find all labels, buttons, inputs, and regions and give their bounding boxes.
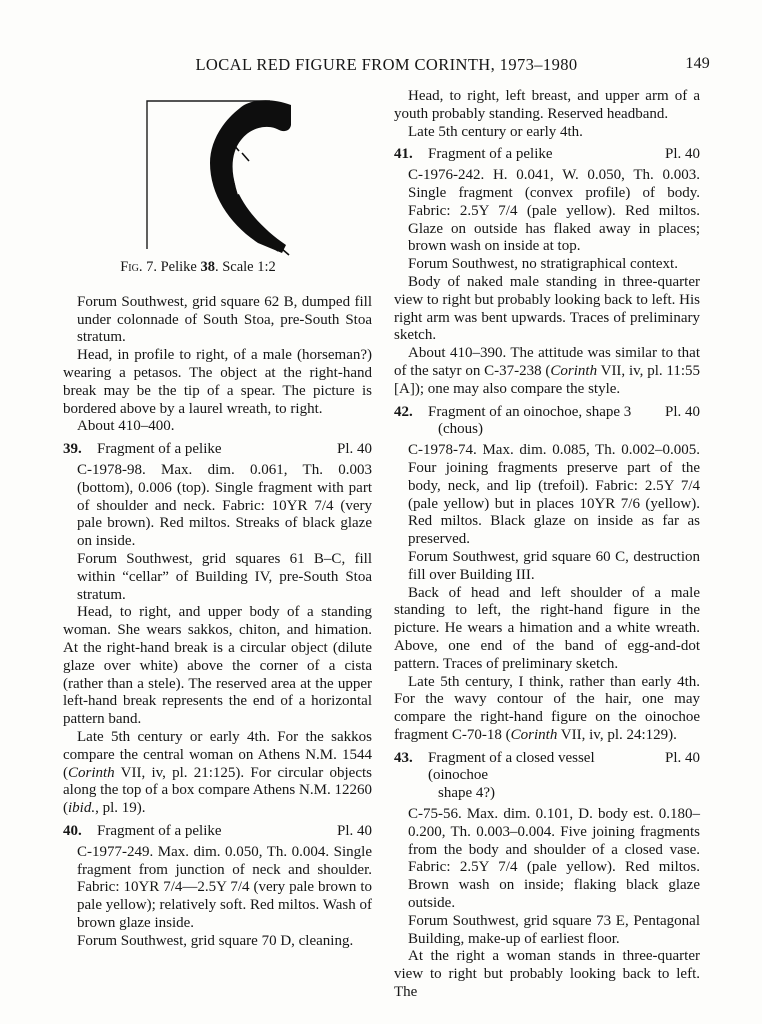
entry-41-findspot: Forum Southwest, no stratigraphical context. bbox=[408, 256, 678, 273]
entry-39-plate-ref: Pl. 40 bbox=[336, 441, 372, 458]
entry-42-plate-ref: Pl. 40 bbox=[664, 403, 700, 420]
entry-40-findspot: Forum Southwest, grid square 70 D, cleaning. bbox=[77, 932, 354, 949]
running-head bbox=[63, 55, 710, 75]
entry-43-findspot: Forum Southwest, grid square 73 E, Pentagonal Building, make-up of earliest floor. bbox=[408, 912, 700, 947]
entry-40-plate-ref: Pl. 40 bbox=[336, 822, 372, 839]
entry-41-title: Fragment of a pelike bbox=[428, 146, 553, 163]
left-column bbox=[63, 88, 372, 950]
entry-41-date: About 410–390. The attitude was similar to that of the satyr on C-37-238 (Corinth VII, iv, pl. 11:55 [A]); one may also compare the style. bbox=[394, 345, 701, 397]
entry-40-number: 40. bbox=[63, 822, 82, 839]
entry-42-description: Back of head and left shoulder of a male standing to left, the right-hand figure in the picture. He wears a himation and a white wreath. Above, one end of the band of egg-and-dot pattern. Traces of preliminary sketch. bbox=[394, 584, 700, 672]
entry-41-description: Body of naked male standing in three-quarter view to right but probably looking back to left. His right arm was bent upwards. Traces of preliminary sketch. bbox=[394, 273, 700, 344]
entry-41-technical: C-1976-242. H. 0.041, W. 0.050, Th. 0.003. Single fragment (convex profile) of body. Fabric: 2.5Y 7/4 (pale yellow). Red miltos. Glaze on outside has flaked away in places; brown wash on inside at top. bbox=[408, 167, 700, 255]
entry-40-technical: C-1977-249. Max. dim. 0.050, Th. 0.004. Single fragment from junction of neck and shoulder. Fabric: 10YR 7/4—2.5Y 7/4 (very pale brown to pale yellow); relatively soft. Red miltos. Wash of brown glaze inside. bbox=[77, 843, 372, 931]
entry-39-heading bbox=[63, 441, 372, 459]
entry-39-description: Head, to right, and upper body of a standing woman. She wears sakkos, chiton, and himation. At the right-hand break is a circular object (dilute glaze over white) above the corner of a cista (rather than a stele). The reserved area at the upper left-hand break represents the end of a horizontal pattern band. bbox=[63, 604, 372, 728]
entry-39-date: Late 5th century or early 4th. For the sakkos compare the central woman on Athens N.M. 1544 (Corinth VII, iv, pl. 21:125). For circular objects along the top of a box compare Athens N.M. 12260 (ibid., pl. 19). bbox=[63, 728, 372, 817]
entry-43-title: Fragment of a closed vessel (oinochoe bbox=[428, 749, 595, 784]
entry-42-technical: C-1978-74. Max. dim. 0.085, Th. 0.002–0.005. Four joining fragments preserve part of the body, neck, and lip (trefoil). Fabric: 2.5Y 7/4 (pale yellow) but in places 10YR 7/6 (yellow). Red miltos. Black glaze on inside as far as preserved. bbox=[408, 442, 700, 548]
entry-39-title: Fragment of a pelike bbox=[97, 441, 222, 458]
entry-38-date: About 410–400. bbox=[77, 418, 175, 435]
entry-38-findspot: Forum Southwest, grid square 62 B, dumped fill under colonnade of South Stoa, pre-South Stoa stratum. bbox=[77, 293, 372, 346]
figure-7-caption: Fig. 7. Pelike 38. Scale 1:2 bbox=[120, 259, 276, 275]
entry-42-findspot: Forum Southwest, grid square 60 C, destruction fill over Building III. bbox=[408, 548, 700, 583]
entry-42-title-line2: (chous) bbox=[438, 421, 483, 438]
entry-38-description: Head, in profile to right, of a male (horseman?) wearing a petasos. The object at the right-hand break may be the tip of a spear. The picture is bordered above by a laurel wreath, to right. bbox=[63, 347, 372, 417]
entry-42-title: Fragment of an oinochoe, shape 3 bbox=[428, 403, 632, 420]
figure-7-block bbox=[63, 99, 372, 277]
entry-42-date: Late 5th century, I think, rather than early 4th. For the wavy contour of the hair, one may compare the right-hand figure on the oinochoe fragment C-70-18 (Corinth VII, iv, pl. 24:129). bbox=[394, 673, 700, 743]
entry-40-heading bbox=[63, 823, 372, 841]
running-head-title: LOCAL RED FIGURE FROM CORINTH, 1973–1980 bbox=[195, 55, 578, 74]
entry-39-technical: C-1978-98. Max. dim. 0.061, Th. 0.003 (bottom), 0.006 (top). Single fragment with part of shoulder and neck. Fabric: 10YR 7/4 (very pale brown). Red miltos. Streaks of black glaze on inside. bbox=[77, 461, 372, 550]
entry-40-date: Late 5th century or early 4th. bbox=[408, 123, 583, 140]
entry-40-title: Fragment of a pelike bbox=[97, 822, 222, 839]
page-number: 149 bbox=[685, 55, 710, 72]
entry-41-plate-ref: Pl. 40 bbox=[664, 146, 700, 163]
entry-43-technical: C-75-56. Max. dim. 0.101, D. body est. 0.180–0.200, Th. 0.003–0.004. Five joining fragments from the body and shoulder of a closed vase. Fabric: 2.5Y 7/4 (pale yellow). Red miltos. Brown wash on inside; flaking black glaze outside. bbox=[408, 806, 700, 912]
entry-43-description: At the right a woman stands in three-quarter view to right but probably looking back to left. The bbox=[394, 948, 700, 1001]
text-columns bbox=[63, 88, 700, 1002]
entry-43-number: 43. bbox=[394, 749, 413, 766]
entry-43-title-line2: shape 4?) bbox=[438, 785, 496, 802]
entry-39-number: 39. bbox=[63, 441, 82, 458]
entry-42-heading bbox=[394, 404, 700, 440]
entry-43-heading bbox=[394, 750, 700, 803]
entry-41-heading bbox=[394, 146, 700, 164]
entry-39-findspot: Forum Southwest, grid squares 61 B–C, fill within “cellar” of Building IV, pre-South Stoa stratum. bbox=[77, 550, 372, 603]
entry-40-description: Head, to right, left breast, and upper arm of a youth probably standing. Reserved headband. bbox=[394, 88, 700, 122]
entry-43-plate-ref: Pl. 40 bbox=[664, 749, 700, 766]
right-column bbox=[394, 88, 700, 1002]
entry-42-number: 42. bbox=[394, 403, 413, 420]
pelike-profile-drawing-icon bbox=[145, 99, 295, 259]
entry-41-number: 41. bbox=[394, 146, 413, 163]
